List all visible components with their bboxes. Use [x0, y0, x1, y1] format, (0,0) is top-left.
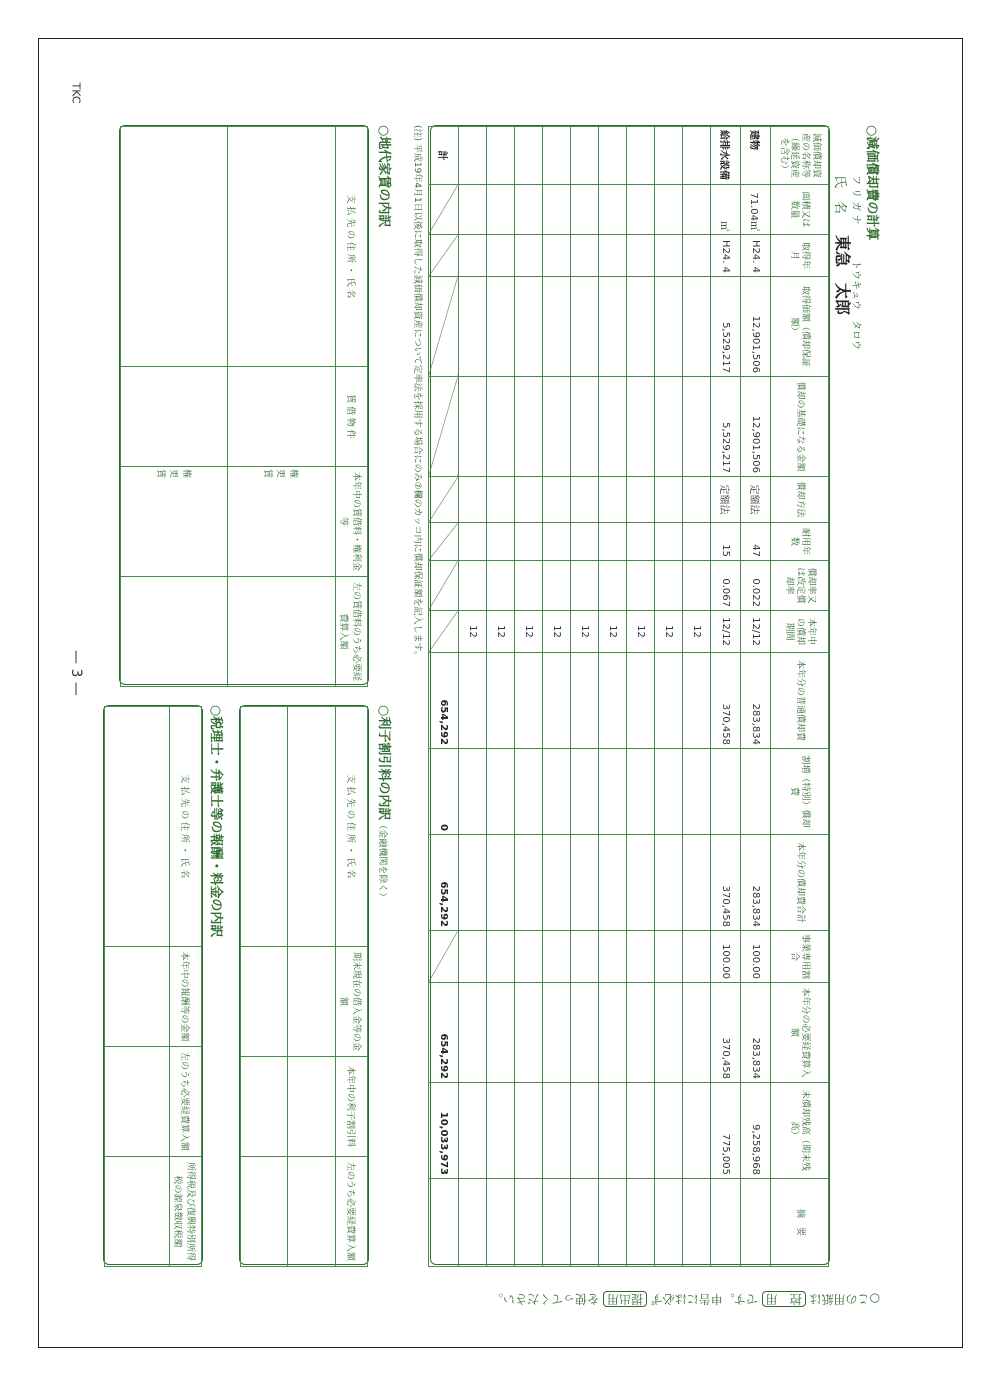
asset-remarks [741, 1179, 771, 1267]
table-row [627, 127, 655, 1267]
totals-total: 654,292 [429, 835, 459, 931]
rent-col-property: 賃 借 物 件 [336, 367, 368, 467]
months-empty: 12 [543, 611, 571, 653]
asset-total: 370,458 [711, 835, 741, 931]
months-empty: 12 [599, 611, 627, 653]
usage-note [330, 1278, 880, 1308]
asset-rate: 0.022 [741, 561, 771, 611]
lower-sections [95, 125, 395, 1285]
asset-name: 給排水設備 [711, 127, 741, 185]
totals-deductible: 654,292 [429, 983, 459, 1083]
asset-ratio: 100.00 [711, 931, 741, 983]
usage-note-2: です。申告には必ず [650, 1292, 758, 1306]
months-empty: 12 [571, 611, 599, 653]
tkc-mark: TKC [69, 82, 83, 104]
col-special: 割増（特別）償却費 [771, 749, 829, 835]
name-label: 氏 名 [832, 175, 847, 215]
table-row [459, 127, 487, 1267]
interest-col-payee: 支 払 先 の 住 所 ・ 氏 名 [336, 707, 368, 947]
asset-remarks [711, 1179, 741, 1267]
fees-col-payee: 支 払 先 の 住 所 ・ 氏 名 [170, 707, 202, 947]
months-empty: 12 [487, 611, 515, 653]
depreciation-table [430, 125, 830, 1265]
months-empty: 12 [627, 611, 655, 653]
fees-table [103, 705, 203, 1265]
asset-date: H24. 4 [711, 235, 741, 277]
asset-cost: 12,901,506 [741, 277, 771, 377]
totals-balance: 10,033,973 [429, 1083, 459, 1179]
col-months: 本年中の償却期間 [771, 611, 829, 653]
asset-months: 12/12 [711, 611, 741, 653]
interest-title-text: ○利子割引料の内訳 [376, 705, 391, 821]
rent-title: ○地代家賃の内訳 [376, 125, 391, 228]
name-ruby-label: フ リ ガ ナ [850, 175, 861, 225]
col-asset: 減価償却資産の名称等（繰延資産を含む） [771, 127, 829, 185]
col-qty: 面積又は数量 [771, 185, 829, 235]
table-row [711, 127, 741, 1267]
asset-base: 12,901,506 [741, 377, 771, 477]
section-title: ○減価償却費の計算 [864, 125, 879, 241]
fees-col-deductible: 左のうち必要経費算入額 [170, 1047, 202, 1157]
asset-date: H24. 4 [741, 235, 771, 277]
totals-label: 計 [429, 127, 459, 185]
table-row [683, 127, 711, 1267]
table-row [599, 127, 627, 1267]
asset-method: 定額法 [711, 477, 741, 523]
asset-total: 283,834 [741, 835, 771, 931]
asset-deductible: 370,458 [711, 983, 741, 1083]
col-base: 償却の基礎になる金額 [771, 377, 829, 477]
table-row [515, 127, 543, 1267]
totals-normal: 654,292 [429, 653, 459, 749]
table-row [543, 127, 571, 1267]
interest-col-deductible: 左のうち必要経費算入額 [336, 1157, 368, 1267]
asset-rate: 0.067 [711, 561, 741, 611]
interest-col-interest: 本年中の利子割引料 [336, 1057, 368, 1157]
col-cost: 取得価額（償却保証額） [771, 277, 829, 377]
rent-col-amount: 本年中の賃借料・権利金等 [336, 467, 368, 577]
name-ruby: トウキュウ タロウ [850, 260, 861, 350]
asset-cost: 5,529,217 [711, 277, 741, 377]
usage-note-1: ○この用紙は [809, 1292, 880, 1306]
months-empty: 12 [459, 611, 487, 653]
interest-table [239, 705, 369, 1265]
col-deductible: 本年分の必要経費算入額 [771, 983, 829, 1083]
rent-sub-renew: 更 [167, 469, 178, 479]
table-row [655, 127, 683, 1267]
rotated-form [405, 125, 885, 1265]
col-date: 取得年月 [771, 235, 829, 277]
rent-sub-key: 権 [180, 469, 191, 479]
interest-col-balance: 期末現在の借入金等の金額 [336, 947, 368, 1057]
usage-note-copy-box: 控 用 [762, 1291, 806, 1307]
asset-qty: ㎡ [711, 185, 741, 235]
rent-sub-rent: 賃 [154, 469, 165, 479]
rent-col-deductible: 左の賃借料のうち必要経費算入額 [336, 577, 368, 687]
asset-life: 47 [741, 523, 771, 561]
rent-sub-rent: 賃 [262, 469, 273, 479]
col-method: 償却方法 [771, 477, 829, 523]
col-life: 耐用年数 [771, 523, 829, 561]
header-row [771, 127, 829, 1267]
totals-special: 0 [429, 749, 459, 835]
months-empty: 12 [515, 611, 543, 653]
asset-normal: 370,458 [711, 653, 741, 749]
col-normal: 本年分の普通償却費 [771, 653, 829, 749]
page-number: — 3 — [68, 650, 84, 696]
usage-note-3: を使ってください。 [491, 1292, 600, 1306]
name-value: 東急 太郎 [833, 235, 852, 316]
rent-sub-key: 権 [288, 469, 299, 479]
asset-qty: 71.04㎡ [741, 185, 771, 235]
rent-sub-renew: 更 [275, 469, 286, 479]
col-remarks: 摘 要 [771, 1179, 829, 1267]
asset-balance: 9,258,968 [741, 1083, 771, 1179]
table-row [571, 127, 599, 1267]
asset-special [741, 749, 771, 835]
footnote: (注) 平成19年4月1日以後に取得した減価償却資産について定率法を採用する場合にのみ⑦欄のカッコ内に償却保証額を記入します。 [412, 125, 422, 660]
rent-col-payee: 支 払 先 の 住 所 ・ 氏 名 [336, 127, 368, 367]
usage-note-submit-box: 提出用 [603, 1291, 647, 1307]
col-ratio: 事業専用割合 [771, 931, 829, 983]
months-empty: 12 [655, 611, 683, 653]
interest-subtitle: （金融機関を除く） [377, 820, 387, 902]
totals-row [429, 127, 459, 1267]
col-balance: 未償却残高（期末残高） [771, 1083, 829, 1179]
col-total: 本年分の償却費合計 [771, 835, 829, 931]
asset-normal: 283,834 [741, 653, 771, 749]
fees-title: ○税理士・弁護士等の報酬・料金の内訳 [208, 705, 223, 938]
asset-deductible: 283,834 [741, 983, 771, 1083]
asset-ratio: 100.00 [741, 931, 771, 983]
fees-col-amount: 本年中の報酬等の金額 [170, 947, 202, 1047]
interest-title [376, 705, 395, 901]
col-rate: 償却率又は改定償却率 [771, 561, 829, 611]
table-row [741, 127, 771, 1267]
rent-table [119, 125, 369, 685]
asset-base: 5,529,217 [711, 377, 741, 477]
table-row [487, 127, 515, 1267]
asset-life: 15 [711, 523, 741, 561]
asset-months: 12/12 [741, 611, 771, 653]
months-empty: 12 [683, 611, 711, 653]
fees-col-withholding: 所得税及び復興特別所得税の源泉徴収税額 [170, 1157, 202, 1267]
asset-balance: 775,005 [711, 1083, 741, 1179]
asset-special [711, 749, 741, 835]
asset-name: 建物 [741, 127, 771, 185]
asset-method: 定額法 [741, 477, 771, 523]
